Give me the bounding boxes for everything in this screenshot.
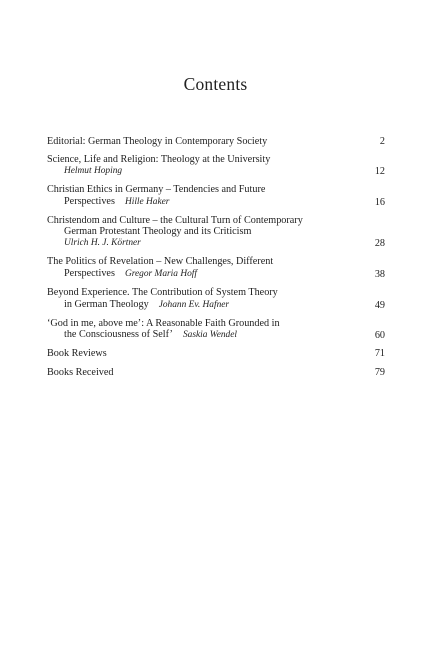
entry-title-line: Christian Ethics in Germany – Tendencies and Future [47, 183, 266, 195]
toc-entry[interactable] [47, 256, 385, 280]
toc-entry[interactable] [47, 348, 385, 360]
page-number: 12 [374, 165, 385, 177]
table-of-contents [47, 136, 385, 385]
entry-author: Gregor Maria Hoff [124, 268, 197, 279]
page-number: 38 [374, 268, 385, 280]
entry-title-line: Christendom and Culture – the Cultural Turn of Contemporary [47, 214, 303, 226]
page-number: 71 [374, 348, 385, 360]
page-number: 28 [374, 237, 385, 249]
entry-title-line: Beyond Experience. The Contribution of System Theory [47, 286, 278, 298]
entry-title-continuation: Perspectives [64, 195, 115, 207]
entry-title-line-wrapped [47, 329, 385, 342]
toc-entry[interactable] [47, 287, 385, 311]
toc-entry[interactable] [47, 136, 385, 148]
entry-title-continuation: in German Theology [64, 298, 149, 310]
entry-author: Saskia Wendel [182, 330, 238, 341]
entry-title-continuation: the Consciousness of Self’ [64, 329, 173, 341]
toc-entry[interactable] [47, 215, 385, 250]
entry-author: Ulrich H. J. Körtner [64, 237, 141, 248]
page-number: 60 [374, 330, 385, 342]
page-title: Contents [183, 74, 248, 94]
entry-title-line: Books Received [47, 366, 114, 378]
entry-author: Johann Ev. Hafner [158, 299, 230, 310]
entry-title-continuation: German Protestant Theology and its Criticism [64, 226, 252, 238]
toc-entry[interactable] [47, 367, 385, 379]
entry-title-line: Editorial: German Theology in Contemporary Society [47, 136, 268, 147]
entry-title-line: The Politics of Revelation – New Challenges, Different [47, 256, 274, 268]
entry-title-line: ‘God in me, above me’: A Reasonable Faith Grounded in [47, 317, 280, 329]
toc-entry[interactable] [47, 184, 385, 208]
entry-author: Helmut Hoping [64, 165, 123, 176]
page-number: 16 [374, 196, 385, 208]
page-number: 79 [374, 366, 385, 378]
entry-title-line-wrapped [47, 299, 385, 312]
entry-title-line: Science, Life and Religion: Theology at the University [47, 154, 271, 166]
entry-author: Hille Haker [124, 196, 170, 207]
entry-title-line-wrapped [47, 196, 385, 209]
page-number: 2 [379, 136, 385, 147]
page-number: 49 [374, 299, 385, 311]
entry-title-line: Book Reviews [47, 348, 107, 360]
toc-entry[interactable] [47, 318, 385, 342]
entry-title-continuation: Perspectives [64, 267, 115, 279]
entry-title-line-wrapped [47, 268, 385, 281]
toc-entry[interactable] [47, 154, 385, 177]
